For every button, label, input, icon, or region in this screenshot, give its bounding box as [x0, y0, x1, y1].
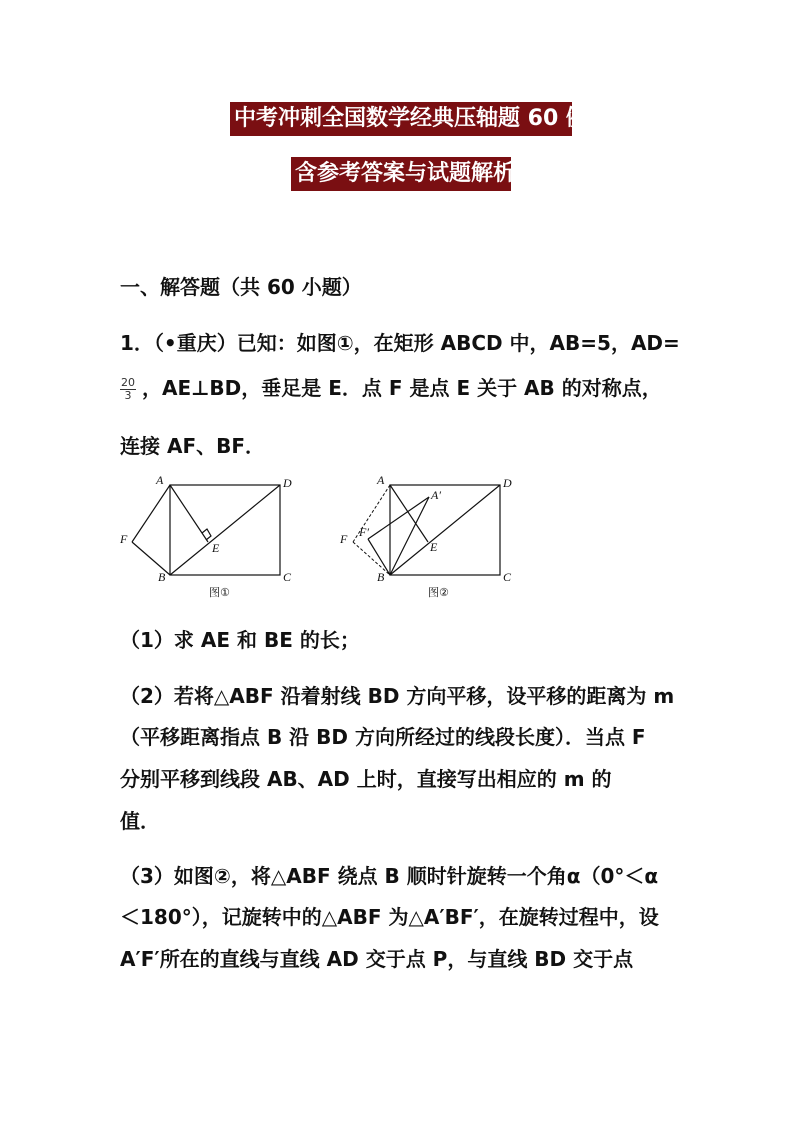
question-3-line1: （3）如图②，将△ABF 绕点 B 顺时针旋转一个角α（0°＜α	[120, 864, 659, 888]
question-3-line3: A′F′所在的直线与直线 AD 交于点 P，与直线 BD 交于点	[120, 947, 634, 971]
question-2-line4: 值．	[120, 809, 160, 833]
segment-ba-prime	[390, 497, 429, 575]
problem1-line1: 1．（•重庆）已知：如图①，在矩形 ABCD 中，AB=5，AD=	[120, 331, 680, 355]
label-b: B	[377, 570, 385, 584]
title-banner-line1: 中考冲刺全国数学经典压轴题 60 例	[230, 102, 572, 136]
label-d: D	[283, 476, 292, 490]
label-c: C	[283, 570, 292, 584]
label-b: B	[158, 570, 166, 584]
label-a: A	[156, 473, 164, 487]
figure-1	[112, 470, 312, 602]
label-f-prime: F′	[359, 525, 369, 539]
section-heading: 一、解答题（共 60 小题）	[120, 275, 362, 299]
fraction-20-over-3	[120, 377, 136, 402]
segment-ae	[390, 485, 428, 542]
segment-af	[132, 485, 170, 542]
question-1: （1）求 AE 和 BE 的长；	[120, 628, 360, 652]
question-2-line2: （平移距离指点 B 沿 BD 方向所经过的线段长度）．当点 F	[120, 725, 646, 749]
figure-1-caption: 图①	[209, 586, 230, 599]
problem1-line2	[120, 372, 662, 402]
label-a-prime: A′	[431, 488, 441, 502]
label-e: E	[212, 541, 220, 555]
title-banner-line2: 含参考答案与试题解析	[291, 157, 511, 191]
segment-a-prime-f-prime	[368, 497, 429, 539]
problem1-line3: 连接 AF、BF．	[120, 434, 266, 458]
figure-2	[333, 470, 533, 602]
label-e: E	[430, 540, 438, 554]
segment-bf-dashed	[353, 542, 390, 575]
label-c: C	[503, 570, 512, 584]
label-f: F	[120, 532, 128, 546]
question-2-line3: 分别平移到线段 AB、AD 上时，直接写出相应的 m 的	[120, 767, 612, 791]
fraction-denominator: 3	[124, 389, 132, 402]
question-2-line1: （2）若将△ABF 沿着射线 BD 方向平移，设平移的距离为 m	[120, 684, 675, 708]
fraction-numerator: 20	[121, 376, 135, 389]
diagonal-bd	[170, 485, 280, 575]
label-d: D	[503, 476, 512, 490]
segment-ae	[170, 485, 208, 542]
label-f: F	[340, 532, 348, 546]
diagonal-bd	[390, 485, 500, 575]
label-a: A	[377, 473, 385, 487]
problem1-line2-text: ，AE⊥BD，垂足是 E．点 F 是点 E 关于 AB 的对称点，	[142, 376, 662, 400]
figure-2-caption: 图②	[428, 586, 449, 599]
question-3-line2: ＜180°），记旋转中的△ABF 为△A′BF′，在旋转过程中，设	[120, 905, 659, 929]
